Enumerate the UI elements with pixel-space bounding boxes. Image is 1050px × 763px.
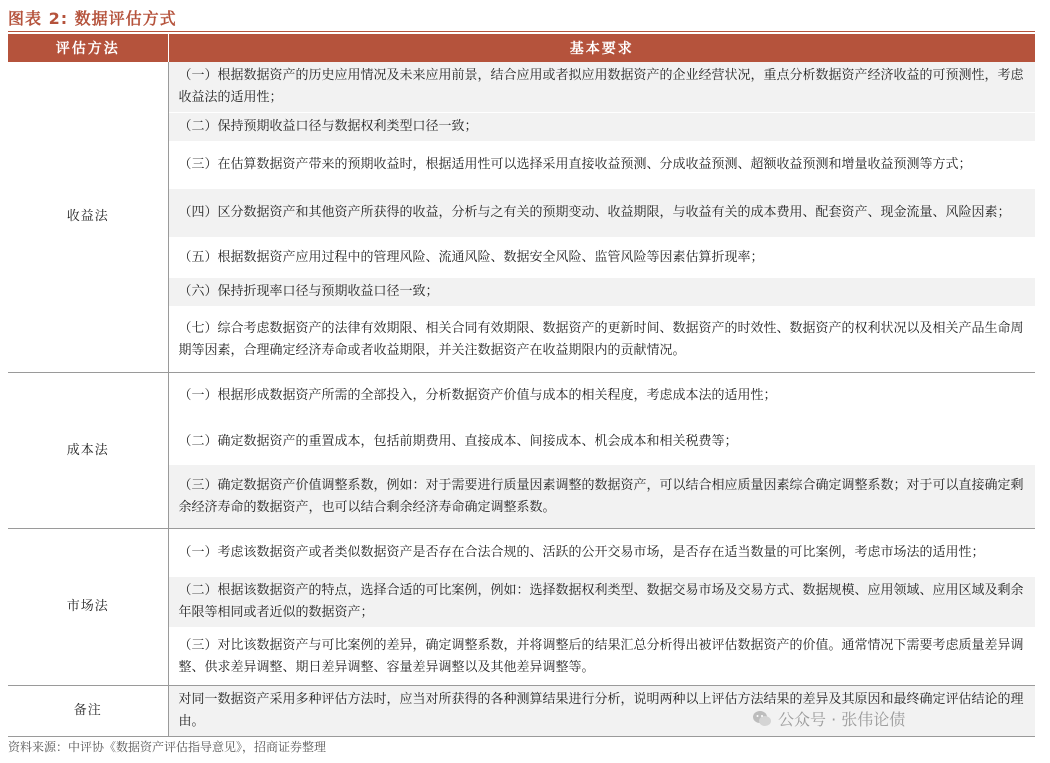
table-row — [8, 373, 1035, 419]
requirement-cell: （一）根据形成数据资产所需的全部投入，分析数据资产价值与成本的相关程度，考虑成本法的适用性； — [168, 373, 1035, 419]
evaluation-methods-table — [8, 34, 1035, 737]
title-divider — [8, 31, 1035, 32]
table-header-row — [8, 34, 1035, 62]
requirement-cell: （二）确定数据资产的重置成本，包括前期费用、直接成本、间接成本、机会成本和相关税费等； — [168, 419, 1035, 465]
column-header-method: 评估方法 — [8, 34, 168, 62]
requirement-cell: （四）区分数据资产和其他资产所获得的收益，分析与之有关的预期变动、收益期限，与收益有关的成本费用、配套资产、现金流量、风险因素； — [168, 189, 1035, 238]
method-cell-remark: 备注 — [8, 686, 168, 737]
method-cell-income: 收益法 — [8, 62, 168, 373]
requirement-cell: （七）综合考虑数据资产的法律有效期限、相关合同有效期限、数据资产的更新时间、数据资产的时效性、数据资产的权利状况以及相关产品生命周期等因素，合理确定经济寿命或者收益期限，并关注数据资产在收益期限内的贡献情况。 — [168, 307, 1035, 373]
requirement-cell: 对同一数据资产采用多种评估方法时，应当对所获得的各种测算结果进行分析，说明两种以上评估方法结果的差异及其原因和最终确定评估结论的理由。 — [168, 686, 1035, 737]
requirement-cell: （二）保持预期收益口径与数据权利类型口径一致； — [168, 113, 1035, 142]
requirement-cell: （二）根据该数据资产的特点，选择合适的可比案例，例如：选择数据权利类型、数据交易市场及交易方式、数据规模、应用领域、应用区域及剩余年限等相同或者近似的数据资产； — [168, 577, 1035, 628]
wechat-icon — [752, 709, 772, 729]
method-cell-cost: 成本法 — [8, 373, 168, 529]
source-note: 资料来源：中评协《数据资产评估指导意见》，招商证券整理 — [8, 740, 327, 754]
requirement-cell: （一）根据数据资产的历史应用情况及未来应用前景，结合应用或者拟应用数据资产的企业经营状况，重点分析数据资产经济收益的可预测性，考虑收益法的适用性； — [168, 62, 1035, 113]
requirement-cell: （五）根据数据资产应用过程中的管理风险、流通风险、数据安全风险、监管风险等因素估算折现率； — [168, 238, 1035, 278]
watermark — [752, 707, 905, 730]
watermark-text: 公众号 · 张伟论债 — [778, 710, 906, 729]
requirement-cell: （三）确定数据资产价值调整系数，例如：对于需要进行质量因素调整的数据资产，可以结合相应质量因素综合确定调整系数；对于可以直接确定剩余经济寿命的数据资产，也可以结合剩余经济寿命确定调整系数。 — [168, 465, 1035, 529]
requirement-cell: （六）保持折现率口径与预期收益口径一致； — [168, 278, 1035, 307]
table-row — [8, 529, 1035, 577]
table-row — [8, 62, 1035, 113]
figure-title: 图表 2: 数据评估方式 — [8, 9, 177, 28]
column-header-requirements: 基本要求 — [168, 34, 1035, 62]
requirement-cell: （三）在估算数据资产带来的预期收益时，根据适用性可以选择采用直接收益预测、分成收益预测、超额收益预测和增量收益预测等方式； — [168, 142, 1035, 189]
requirement-cell: （一）考虑该数据资产或者类似数据资产是否存在合法合规的、活跃的公开交易市场，是否存在适当数量的可比案例，考虑市场法的适用性； — [168, 529, 1035, 577]
requirement-cell: （三）对比该数据资产与可比案例的差异，确定调整系数，并将调整后的结果汇总分析得出被评估数据资产的价值。通常情况下需要考虑质量差异调整、供求差异调整、期日差异调整、容量差异调整以及其他差异调整等。 — [168, 628, 1035, 686]
method-cell-market: 市场法 — [8, 529, 168, 686]
